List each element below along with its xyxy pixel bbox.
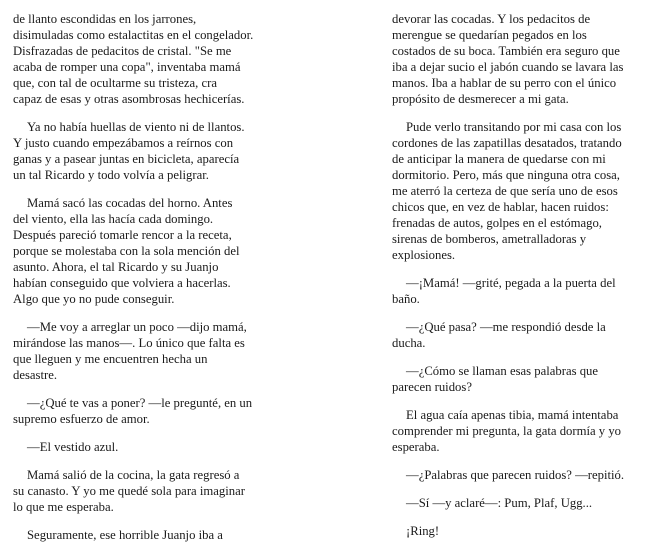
text-line: —Me voy a arreglar un poco —dijo mamá, bbox=[27, 320, 247, 334]
text-line: devorar las cocadas. Y los pedacitos de bbox=[392, 12, 591, 26]
text-line: de llanto escondidas en los jarrones, bbox=[13, 12, 197, 26]
paragraph bbox=[13, 467, 281, 515]
paragraph bbox=[13, 527, 281, 543]
text-line: supremo esfuerzo de amor. bbox=[13, 412, 150, 426]
text-line: Ya no había huellas de viento ni de llantos. bbox=[27, 120, 245, 134]
text-line: El agua caía apenas tibia, mamá intentaba bbox=[406, 408, 619, 422]
text-line: mirándose las manos—. Lo único que falta es bbox=[13, 336, 245, 350]
text-line: Algo que yo no pude conseguir. bbox=[13, 292, 175, 306]
text-line: asunto. Ahora, el tal Ricardo y su Juanjo bbox=[13, 260, 219, 274]
text-line: capaz de esas y otras asombrosas hechicerías. bbox=[13, 92, 245, 106]
text-line: un tal Ricardo y todo volvía a peligrar. bbox=[13, 168, 209, 182]
paragraph bbox=[13, 395, 281, 427]
text-line: —¡Mamá! —grité, pegada a la puerta del bbox=[406, 276, 616, 290]
text-line: acaba de romper una copa", inventaba mamá bbox=[13, 60, 241, 74]
text-line: —Sí —y aclaré—: Pum, Plaf, Ugg... bbox=[406, 496, 593, 510]
text-line: Disfrazadas de pedacitos de cristal. "Se me bbox=[13, 44, 232, 58]
text-line: explosiones. bbox=[392, 248, 456, 262]
text-line: cordones de las zapatillas desatados, tratando bbox=[392, 136, 622, 150]
paragraph bbox=[392, 495, 658, 511]
text-line: —¿Qué te vas a poner? —le pregunté, en un bbox=[27, 396, 253, 410]
paragraph bbox=[392, 119, 658, 263]
text-line: Después pareció tomarle rencor a la receta, bbox=[13, 228, 232, 242]
text-line: Mamá sacó las cocadas del horno. Antes bbox=[27, 196, 233, 210]
text-line: sirenas de bomberos, ametralladoras y bbox=[392, 232, 587, 246]
paragraph bbox=[13, 195, 281, 307]
paragraph bbox=[392, 523, 658, 539]
text-line: disimuladas como estalactitas en el congelador. bbox=[13, 28, 254, 42]
text-line: su canasto. Y yo me quedé sola para imaginar bbox=[13, 484, 245, 498]
text-line: Seguramente, ese horrible Juanjo iba a bbox=[27, 528, 223, 542]
text-line: —¿Cómo se llaman esas palabras que bbox=[406, 364, 599, 378]
text-line: costados de su boca. También era seguro que bbox=[392, 44, 620, 58]
text-line: chicos que, en vez de hablar, hacen ruidos: bbox=[392, 200, 609, 214]
text-line: —¿Qué pasa? —me respondió desde la bbox=[406, 320, 606, 334]
paragraph bbox=[392, 407, 658, 455]
left-page-column bbox=[13, 11, 281, 555]
text-line: lo que me esperaba. bbox=[13, 500, 114, 514]
text-line: que, con tal de ocultarme su tristeza, cra bbox=[13, 76, 217, 90]
text-line: ganas y a pasear juntas en bicicleta, aparecía bbox=[13, 152, 240, 166]
text-line: esperaba. bbox=[392, 440, 440, 454]
text-line: baño. bbox=[392, 292, 420, 306]
text-line: del viento, ella las hacía cada domingo. bbox=[13, 212, 214, 226]
paragraph bbox=[13, 319, 281, 383]
paragraph bbox=[13, 119, 281, 183]
text-line: ducha. bbox=[392, 336, 426, 350]
paragraph bbox=[13, 11, 281, 107]
text-line: Pude verlo transitando por mi casa con los bbox=[406, 120, 622, 134]
text-line: —El vestido azul. bbox=[27, 440, 119, 454]
text-line: me aterró la certeza de que sería uno de esos bbox=[392, 184, 618, 198]
text-line: iba a dejar sucio el jabón cuando se lavara las bbox=[392, 60, 624, 74]
text-line: Y justo cuando empezábamos a reírnos con bbox=[13, 136, 234, 150]
paragraph bbox=[13, 439, 281, 455]
text-line: —¿Palabras que parecen ruidos? —repitió. bbox=[406, 468, 625, 482]
text-line: comprender mi pregunta, la gata dormía y yo bbox=[392, 424, 622, 438]
text-line: habían conseguido que volviera a hacerlas. bbox=[13, 276, 231, 290]
paragraph bbox=[392, 275, 658, 307]
text-line: de anticipar la manera de quedarse con mi bbox=[392, 152, 606, 166]
text-line: porque se molestaba con la sola mención del bbox=[13, 244, 240, 258]
text-line: manos. Iba a hablar de su perro con el único bbox=[392, 76, 617, 90]
text-line: merengue se quedarían pegados en los bbox=[392, 28, 587, 42]
text-line: que lleguen y me encuentren hecha un bbox=[13, 352, 208, 366]
paragraph bbox=[392, 11, 658, 107]
paragraph bbox=[392, 467, 658, 483]
right-page-column bbox=[392, 11, 658, 551]
text-line: Mamá salió de la cocina, la gata regresó a bbox=[27, 468, 240, 482]
text-line: propósito de desmerecer a mi gata. bbox=[392, 92, 569, 106]
text-line: dormitorio. Pero, más que ninguna otra cosa, bbox=[392, 168, 620, 182]
text-line: parecen ruidos? bbox=[392, 380, 472, 394]
text-line: frenadas de autos, golpes en el estómago, bbox=[392, 216, 602, 230]
text-line: ¡Ring! bbox=[406, 524, 440, 538]
text-line: desastre. bbox=[13, 368, 58, 382]
paragraph bbox=[392, 319, 658, 351]
paragraph bbox=[392, 363, 658, 395]
